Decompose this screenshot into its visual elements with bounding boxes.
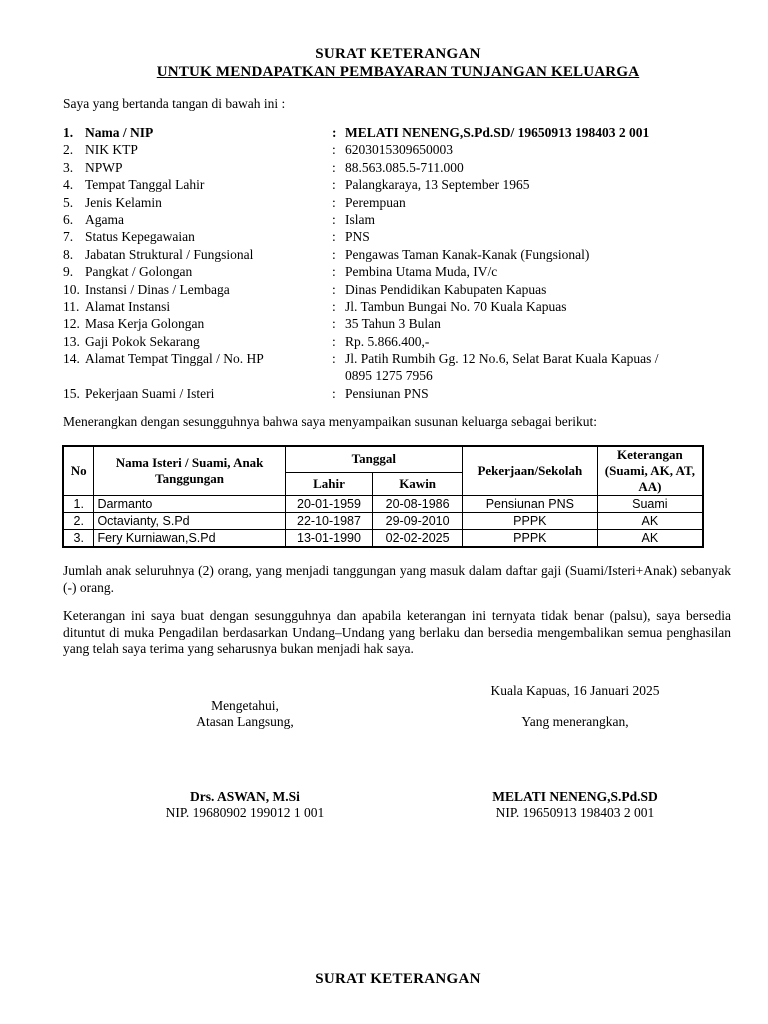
cell-pekerjaan: Pensiunan PNS <box>462 496 597 513</box>
field-label: Nama / NIP <box>85 125 154 140</box>
next-page-title: SURAT KETERANGAN <box>315 971 481 987</box>
header-kawin: Kawin <box>373 472 463 495</box>
family-table <box>62 445 704 548</box>
field-value: 35 Tahun 3 Bulan <box>345 316 441 332</box>
cell-kawin: 02-02-2025 <box>373 530 463 548</box>
header-nama: Nama Isteri / Suami, Anak Tanggungan <box>94 446 285 496</box>
field-alamat-tinggal <box>63 350 743 385</box>
document-title: SURAT KETERANGAN <box>315 46 481 62</box>
atasan-label: Atasan Langsung, <box>196 714 294 729</box>
field-colon: : <box>332 211 336 227</box>
header-tanggal: Tanggal <box>285 446 462 472</box>
field-value: Pensiunan PNS <box>345 385 429 401</box>
field-label: Gaji Pokok Sekarang <box>85 333 200 349</box>
field-label: Masa Kerja Golongan <box>85 316 205 332</box>
cell-keterangan: AK <box>597 530 703 548</box>
field-label: Tempat Tanggal Lahir <box>85 177 205 193</box>
declarant-nip: NIP. 19650913 198403 2 001 <box>495 805 655 820</box>
field-value-phone: 0895 1275 7956 <box>345 368 433 384</box>
field-label: NPWP <box>85 159 123 175</box>
intro-text: Saya yang bertanda tangan di bawah ini : <box>63 96 286 111</box>
field-number: 3. <box>63 159 74 175</box>
field-number: 1. <box>63 125 74 140</box>
field-number: 13. <box>63 333 80 349</box>
field-colon: : <box>332 298 336 314</box>
field-colon: : <box>332 142 336 158</box>
field-value: Pengawas Taman Kanak-Kanak (Fungsional) <box>345 246 590 262</box>
cell-no: 1. <box>63 496 94 513</box>
supervisor-name: Drs. ASWAN, M.Si <box>190 789 300 804</box>
place-date: Kuala Kapuas, 16 Januari 2025 <box>490 683 660 698</box>
cell-kawin: 29-09-2010 <box>373 513 463 530</box>
field-number: 15. <box>63 385 80 401</box>
cell-pekerjaan: PPPK <box>462 513 597 530</box>
field-value: Islam <box>345 211 375 227</box>
header-pekerjaan: Pekerjaan/Sekolah <box>462 446 597 496</box>
field-nik <box>63 141 743 158</box>
field-colon: : <box>332 125 337 140</box>
field-colon: : <box>332 177 336 193</box>
header-keterangan: Keterangan (Suami, AK, AT, AA) <box>597 446 703 496</box>
cell-nama: Darmanto <box>94 496 285 513</box>
field-number: 11. <box>63 298 80 314</box>
field-pangkat <box>63 263 743 280</box>
field-label: NIK KTP <box>85 142 138 158</box>
header-no: No <box>63 446 94 496</box>
field-number: 4. <box>63 177 74 193</box>
field-value: Pembina Utama Muda, IV/c <box>345 264 498 280</box>
field-value: Jl. Patih Rumbih Gg. 12 No.6, Selat Barat Kuala Kapuas / <box>345 351 659 367</box>
cell-nama: Octavianty, S.Pd <box>94 513 285 530</box>
field-colon: : <box>332 159 336 175</box>
field-value: Dinas Pendidikan Kabupaten Kapuas <box>345 281 547 297</box>
table-row <box>63 530 703 548</box>
field-colon: : <box>332 229 336 245</box>
field-number: 2. <box>63 142 74 158</box>
field-label: Jenis Kelamin <box>85 194 162 210</box>
field-colon: : <box>332 316 336 332</box>
field-label: Alamat Tempat Tinggal / No. HP <box>85 351 264 367</box>
field-label: Status Kepegawaian <box>85 229 195 245</box>
field-label: Agama <box>85 211 124 227</box>
field-number: 9. <box>63 264 74 280</box>
declarant-name: MELATI NENENG,S.Pd.SD <box>492 789 658 804</box>
field-nama-nip <box>63 124 743 141</box>
table-row <box>63 496 703 513</box>
field-value: Rp. 5.866.400,- <box>345 333 430 349</box>
supervisor-nip: NIP. 19680902 199012 1 001 <box>165 805 325 820</box>
field-npwp <box>63 159 743 176</box>
field-instansi <box>63 281 743 298</box>
field-label: Pekerjaan Suami / Isteri <box>85 385 215 401</box>
declaration-paragraph: Keterangan ini saya buat dengan sesungguhnya dan apabila keterangan ini ternyata tidak benar (palsu), saya bersedia dituntut di muka Pengadilan berdasarkan Undang–Undang yang berlaku dan bersedia mengembalikan semua penghasilan yang telah saya terima yang seharusnya bukan menjadi hak saya. <box>63 608 731 656</box>
field-label: Pangkat / Golongan <box>85 264 193 280</box>
field-jenis-kelamin <box>63 194 743 211</box>
field-masa-kerja <box>63 315 743 332</box>
field-colon: : <box>332 281 336 297</box>
field-number: 14. <box>63 351 80 367</box>
cell-nama: Fery Kurniawan,S.Pd <box>94 530 285 548</box>
field-colon: : <box>332 246 336 262</box>
field-alamat-instansi <box>63 298 743 315</box>
identity-fields <box>63 124 743 402</box>
table-header-row <box>63 446 703 472</box>
dependents-paragraph: Jumlah anak seluruhnya (2) orang, yang menjadi tanggungan yang masuk dalam daftar gaji (Suami/Isteri+Anak) sebanyak (-) orang. <box>63 563 731 595</box>
field-number: 7. <box>63 229 74 245</box>
field-status-kepegawaian <box>63 228 743 245</box>
field-colon: : <box>332 194 336 210</box>
field-label: Jabatan Struktural / Fungsional <box>85 246 254 262</box>
cell-keterangan: AK <box>597 513 703 530</box>
cell-keterangan: Suami <box>597 496 703 513</box>
field-pekerjaan-pasangan <box>63 385 743 402</box>
document-subtitle: UNTUK MENDAPATKAN PEMBAYARAN TUNJANGAN KELUARGA <box>156 64 640 80</box>
family-statement: Menerangkan dengan sesungguhnya bahwa saya menyampaikan susunan keluarga sebagai berikut: <box>63 414 597 429</box>
field-colon: : <box>332 333 336 349</box>
field-agama <box>63 211 743 228</box>
field-value: 6203015309650003 <box>345 142 453 158</box>
header-lahir: Lahir <box>285 472 373 495</box>
field-number: 6. <box>63 211 74 227</box>
field-value: MELATI NENENG,S.Pd.SD/ 19650913 198403 2 001 <box>345 125 650 140</box>
field-gaji-pokok <box>63 333 743 350</box>
field-label: Alamat Instansi <box>85 298 171 314</box>
field-number: 12. <box>63 316 80 332</box>
field-value: Jl. Tambun Bungai No. 70 Kuala Kapuas <box>345 298 567 314</box>
cell-kawin: 20-08-1986 <box>373 496 463 513</box>
field-value: Palangkaraya, 13 September 1965 <box>345 177 530 193</box>
field-value: PNS <box>345 229 370 245</box>
field-value: 88.563.085.5-711.000 <box>345 159 464 175</box>
cell-lahir: 20-01-1959 <box>285 496 373 513</box>
menerangkan-label: Yang menerangkan, <box>521 714 629 729</box>
field-colon: : <box>332 264 336 280</box>
field-jabatan <box>63 246 743 263</box>
field-number: 10. <box>63 281 80 297</box>
field-number: 5. <box>63 194 74 210</box>
field-ttl <box>63 176 743 193</box>
table-row <box>63 513 703 530</box>
cell-no: 2. <box>63 513 94 530</box>
cell-pekerjaan: PPPK <box>462 530 597 548</box>
field-colon: : <box>332 385 336 401</box>
cell-lahir: 22-10-1987 <box>285 513 373 530</box>
cell-no: 3. <box>63 530 94 548</box>
field-value: Perempuan <box>345 194 406 210</box>
mengetahui-label: Mengetahui, <box>211 698 279 713</box>
field-label: Instansi / Dinas / Lembaga <box>85 281 230 297</box>
cell-lahir: 13-01-1990 <box>285 530 373 548</box>
field-colon: : <box>332 351 336 367</box>
field-number: 8. <box>63 246 74 262</box>
